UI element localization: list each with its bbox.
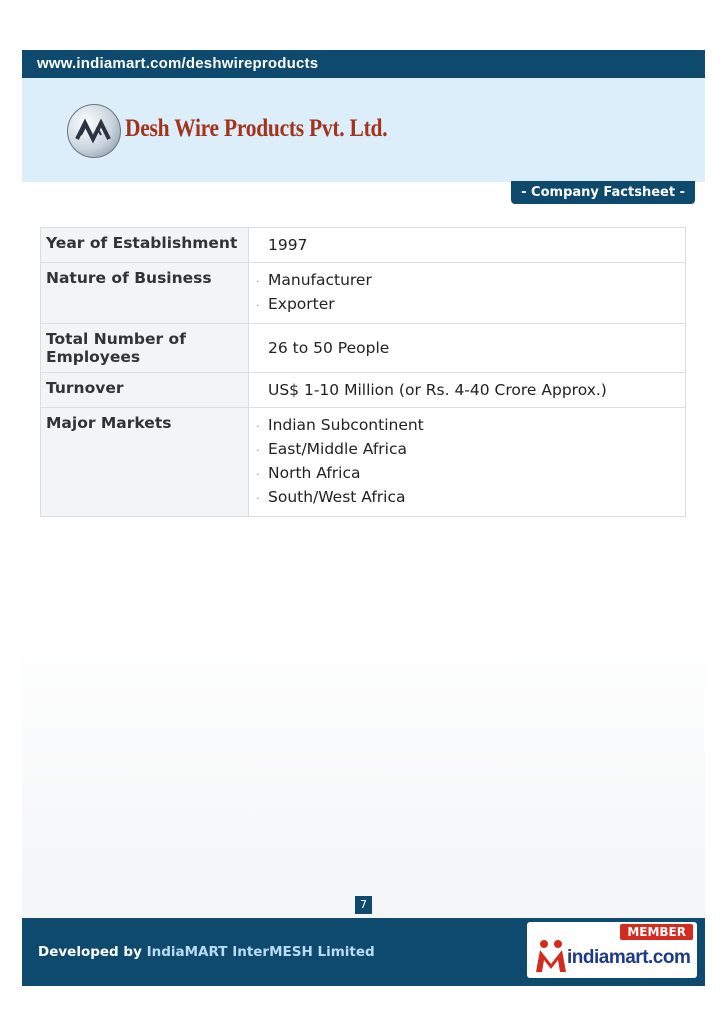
developer-credit	[38, 944, 375, 960]
bullet-icon: ·	[256, 444, 260, 457]
header-banner	[22, 78, 705, 182]
fact-value	[249, 324, 686, 373]
indiamart-brand: indiamart.com	[567, 947, 691, 968]
table-row	[41, 408, 686, 517]
list-item	[256, 293, 680, 317]
fact-value-text: 26 to 50 People	[268, 339, 390, 357]
fact-label: Year of Establishment	[41, 228, 249, 263]
list-item	[256, 486, 680, 510]
fact-value	[249, 408, 686, 517]
bullet-icon: ·	[256, 275, 260, 288]
company-name: Desh Wire Products Pvt. Ltd.	[125, 115, 388, 142]
fact-label: Turnover	[41, 373, 249, 408]
table-row	[41, 228, 686, 263]
fact-value-text: US$ 1-10 Million (or Rs. 4-40 Crore Approx.)	[268, 381, 607, 399]
bullet-icon: ·	[256, 492, 260, 505]
list-item-text: North Africa	[268, 464, 361, 482]
facts-table	[40, 227, 686, 517]
bullet-icon: ·	[256, 299, 260, 312]
company-url[interactable]: www.indiamart.com/deshwireproducts	[37, 55, 319, 72]
top-bar	[22, 50, 705, 78]
fact-value-text: 1997	[268, 236, 308, 254]
list-item-text: Exporter	[268, 295, 335, 313]
list-item-text: Indian Subcontinent	[268, 416, 424, 434]
developed-by-label: Developed by	[38, 944, 142, 960]
indiamart-logo-icon	[533, 938, 569, 974]
company-logo-icon	[67, 104, 121, 158]
list-item-text: East/Middle Africa	[268, 440, 408, 458]
list-item	[256, 269, 680, 293]
table-row	[41, 373, 686, 408]
page	[22, 50, 705, 986]
table-row	[41, 324, 686, 373]
list-item	[256, 462, 680, 486]
list-item	[256, 438, 680, 462]
bullet-icon: ·	[256, 468, 260, 481]
member-label: MEMBER	[620, 924, 693, 940]
fact-label: Nature of Business	[41, 263, 249, 324]
list-item-text: South/West Africa	[268, 488, 406, 506]
table-row	[41, 263, 686, 324]
fact-value	[249, 373, 686, 408]
fact-value	[249, 228, 686, 263]
bullet-icon: ·	[256, 420, 260, 433]
list-item-text: Manufacturer	[268, 271, 372, 289]
factsheet-badge: - Company Factsheet -	[511, 181, 695, 204]
list-item	[256, 414, 680, 438]
developer-link[interactable]: IndiaMART InterMESH Limited	[146, 944, 375, 960]
page-number: 7	[355, 896, 372, 914]
fact-value	[249, 263, 686, 324]
footer	[22, 918, 705, 986]
indiamart-member-badge[interactable]	[527, 922, 697, 978]
fact-label: Major Markets	[41, 408, 249, 517]
fact-label: Total Number of Employees	[41, 324, 249, 373]
